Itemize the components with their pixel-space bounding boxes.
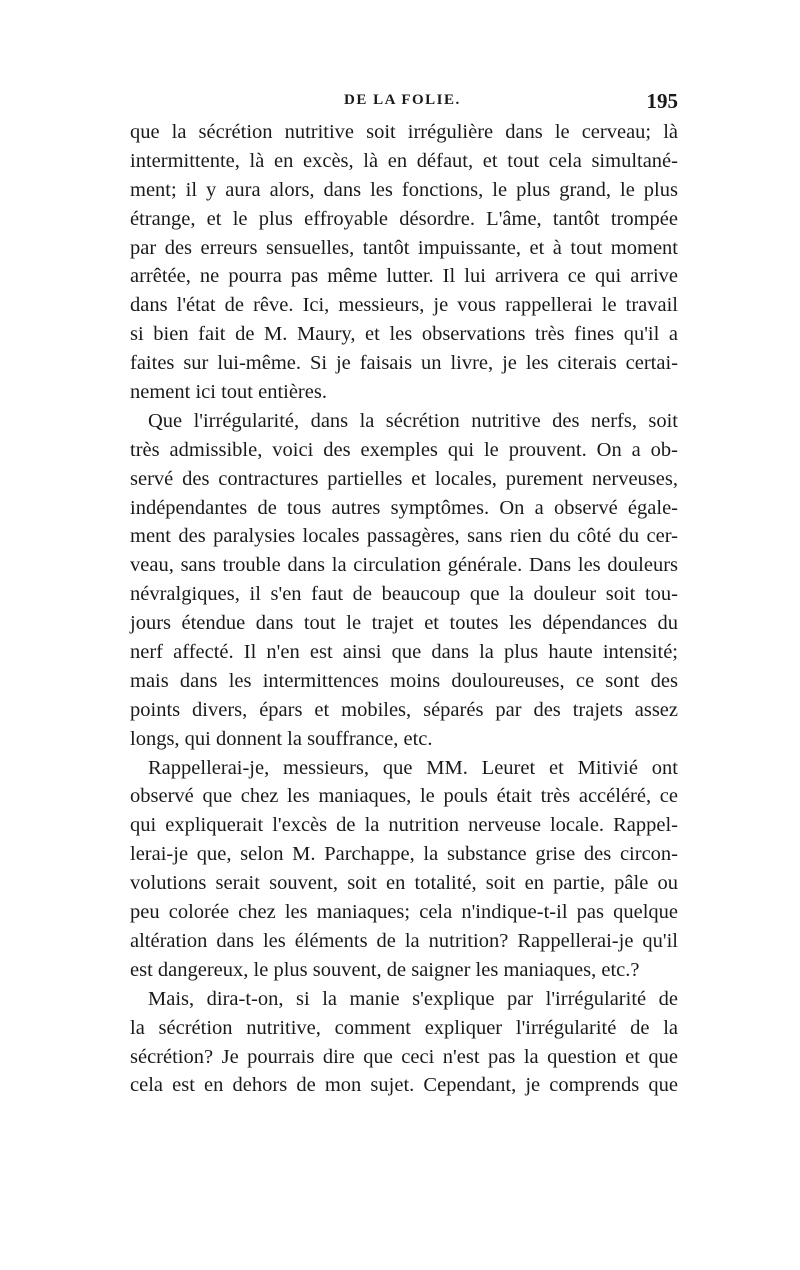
text-line: altération dans les éléments de la nutrition? Rappellerai-je qu'il bbox=[130, 929, 678, 952]
text-line: qui expliquerait l'excès de la nutrition nerveuse locale. Rappel- bbox=[130, 814, 678, 837]
text-line: ment; il y aura alors, dans les fonctions, le plus grand, le plus bbox=[130, 178, 678, 201]
text-line: Rappellerai-je, messieurs, que MM. Leuret et Mitivié ont bbox=[148, 756, 678, 779]
text-line: Mais, dira-t-on, si la manie s'explique par l'irrégularité de bbox=[148, 987, 678, 1010]
text-line: très admissible, voici des exemples qui le prouvent. On a ob- bbox=[130, 438, 678, 461]
text-line: Que l'irrégularité, dans la sécrétion nutritive des nerfs, soit bbox=[148, 409, 678, 432]
text-line: veau, sans trouble dans la circulation générale. Dans les douleurs bbox=[130, 554, 678, 577]
text-line: si bien fait de M. Maury, et les observations très fines qu'il a bbox=[130, 323, 678, 346]
text-line: lerai-je que, selon M. Parchappe, la substance grise des circon- bbox=[130, 843, 678, 866]
text-line: longs, qui donnent la souffrance, etc. bbox=[130, 727, 433, 750]
text-line: nement ici tout entières. bbox=[130, 381, 327, 404]
text-line: névralgiques, il s'en faut de beaucoup que la douleur soit tou- bbox=[130, 583, 678, 606]
text-line: volutions serait souvent, soit en totalité, soit en partie, pâle ou bbox=[130, 872, 678, 895]
text-line: nerf affecté. Il n'en est ainsi que dans la plus haute intensité; bbox=[130, 641, 678, 664]
page-header bbox=[130, 89, 678, 116]
text-line: indépendantes de tous autres symptômes. On a observé égale- bbox=[130, 496, 678, 519]
text-line: sécrétion? Je pourrais dire que ceci n'est pas la question et que bbox=[130, 1045, 678, 1068]
text-line: cela est en dehors de mon sujet. Cependant, je comprends que bbox=[130, 1074, 678, 1097]
text-line: ment des paralysies locales passagères, sans rien du côté du cer- bbox=[130, 525, 678, 548]
body-text bbox=[130, 118, 678, 1100]
text-line: par des erreurs sensuelles, tantôt impuissante, et à tout moment bbox=[130, 236, 678, 259]
text-line: est dangereux, le plus souvent, de saigner les maniaques, etc.? bbox=[130, 958, 640, 981]
text-line: que la sécrétion nutritive soit irrégulière dans le cerveau; là bbox=[130, 121, 678, 143]
text-line: la sécrétion nutritive, comment expliquer l'irrégularité de la bbox=[130, 1016, 678, 1039]
running-title: DE LA FOLIE. bbox=[344, 92, 461, 108]
text-line: faites sur lui-même. Si je faisais un livre, je les citerais certai- bbox=[130, 352, 678, 375]
text-line: intermittente, là en excès, là en défaut, et tout cela simultané- bbox=[130, 149, 678, 172]
text-line: servé des contractures partielles et locales, purement nerveuses, bbox=[130, 467, 678, 490]
text-line: points divers, épars et mobiles, séparés par des trajets assez bbox=[130, 698, 678, 721]
text-line: peu colorée chez les maniaques; cela n'indique-t-il pas quelque bbox=[130, 901, 678, 924]
page-number: 195 bbox=[646, 89, 678, 113]
text-line: observé que chez les maniaques, le pouls était très accéléré, ce bbox=[130, 785, 678, 808]
text-line: dans l'état de rêve. Ici, messieurs, je vous rappellerai le travail bbox=[130, 294, 678, 317]
text-line: jours étendue dans tout le trajet et toutes les dépendances du bbox=[130, 612, 678, 635]
text-line: arrêtée, ne pourra pas même lutter. Il lui arrivera ce qui arrive bbox=[130, 265, 678, 288]
text-line: mais dans les intermittences moins douloureuses, ce sont des bbox=[130, 669, 678, 692]
text-line: étrange, et le plus effroyable désordre. L'âme, tantôt trompée bbox=[130, 207, 678, 230]
